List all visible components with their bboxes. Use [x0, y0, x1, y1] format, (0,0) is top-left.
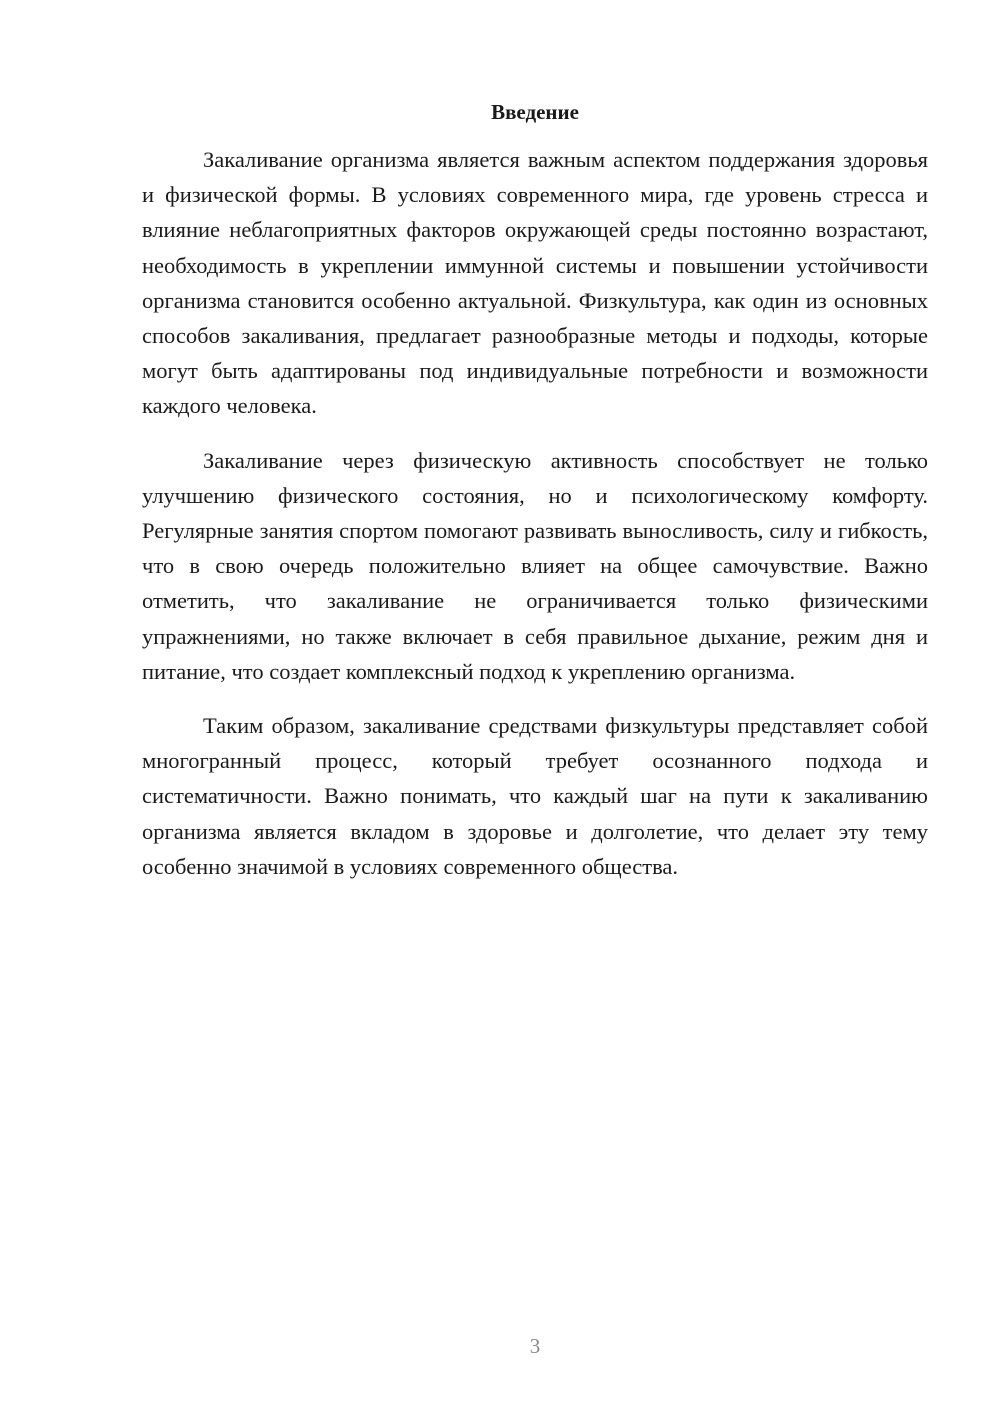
paragraph-2: Закаливание через физическую активность способствует не только улучшению физического состояния, но и психологическому комфорту. Регулярные занятия спортом помогают развивать выносливость, силу и гибкость, что в свою очередь положительно влияет на общее самочувствие. Важно отметить, что закаливание не ограничивается только физическими упражнениями, но также включает в себя правильное дыхание, режим дня и питание, что создает комплексный подход к укреплению организма.: [142, 447, 928, 684]
section-title: Введение: [491, 100, 579, 124]
page-number: 3: [529, 1334, 541, 1358]
paragraph-1: Закаливание организма является важным аспектом поддержания здоровья и физической формы. В условиях современного мира, где уровень стресса и влияние неблагоприятных факторов окружающей среды постоянно возрастают, необходимость в укреплении иммунной системы и повышении устойчивости организма становится особенно актуальной. Физкультура, как один из основных способов закаливания, предлагает разнообразные методы и подходы, которые могут быть адаптированы под индивидуальные потребности и возможности каждого человека.: [142, 147, 928, 419]
paragraph-3: Таким образом, закаливание средствами физкультуры представляет собой многогранный процесс, который требует осознанного подхода и систематичности. Важно понимать, что каждый шаг на пути к закаливанию организма является вкладом в здоровье и долголетие, что делает эту тему особенно значимой в условиях современного общества.: [142, 713, 928, 879]
body-text: [142, 142, 928, 903]
